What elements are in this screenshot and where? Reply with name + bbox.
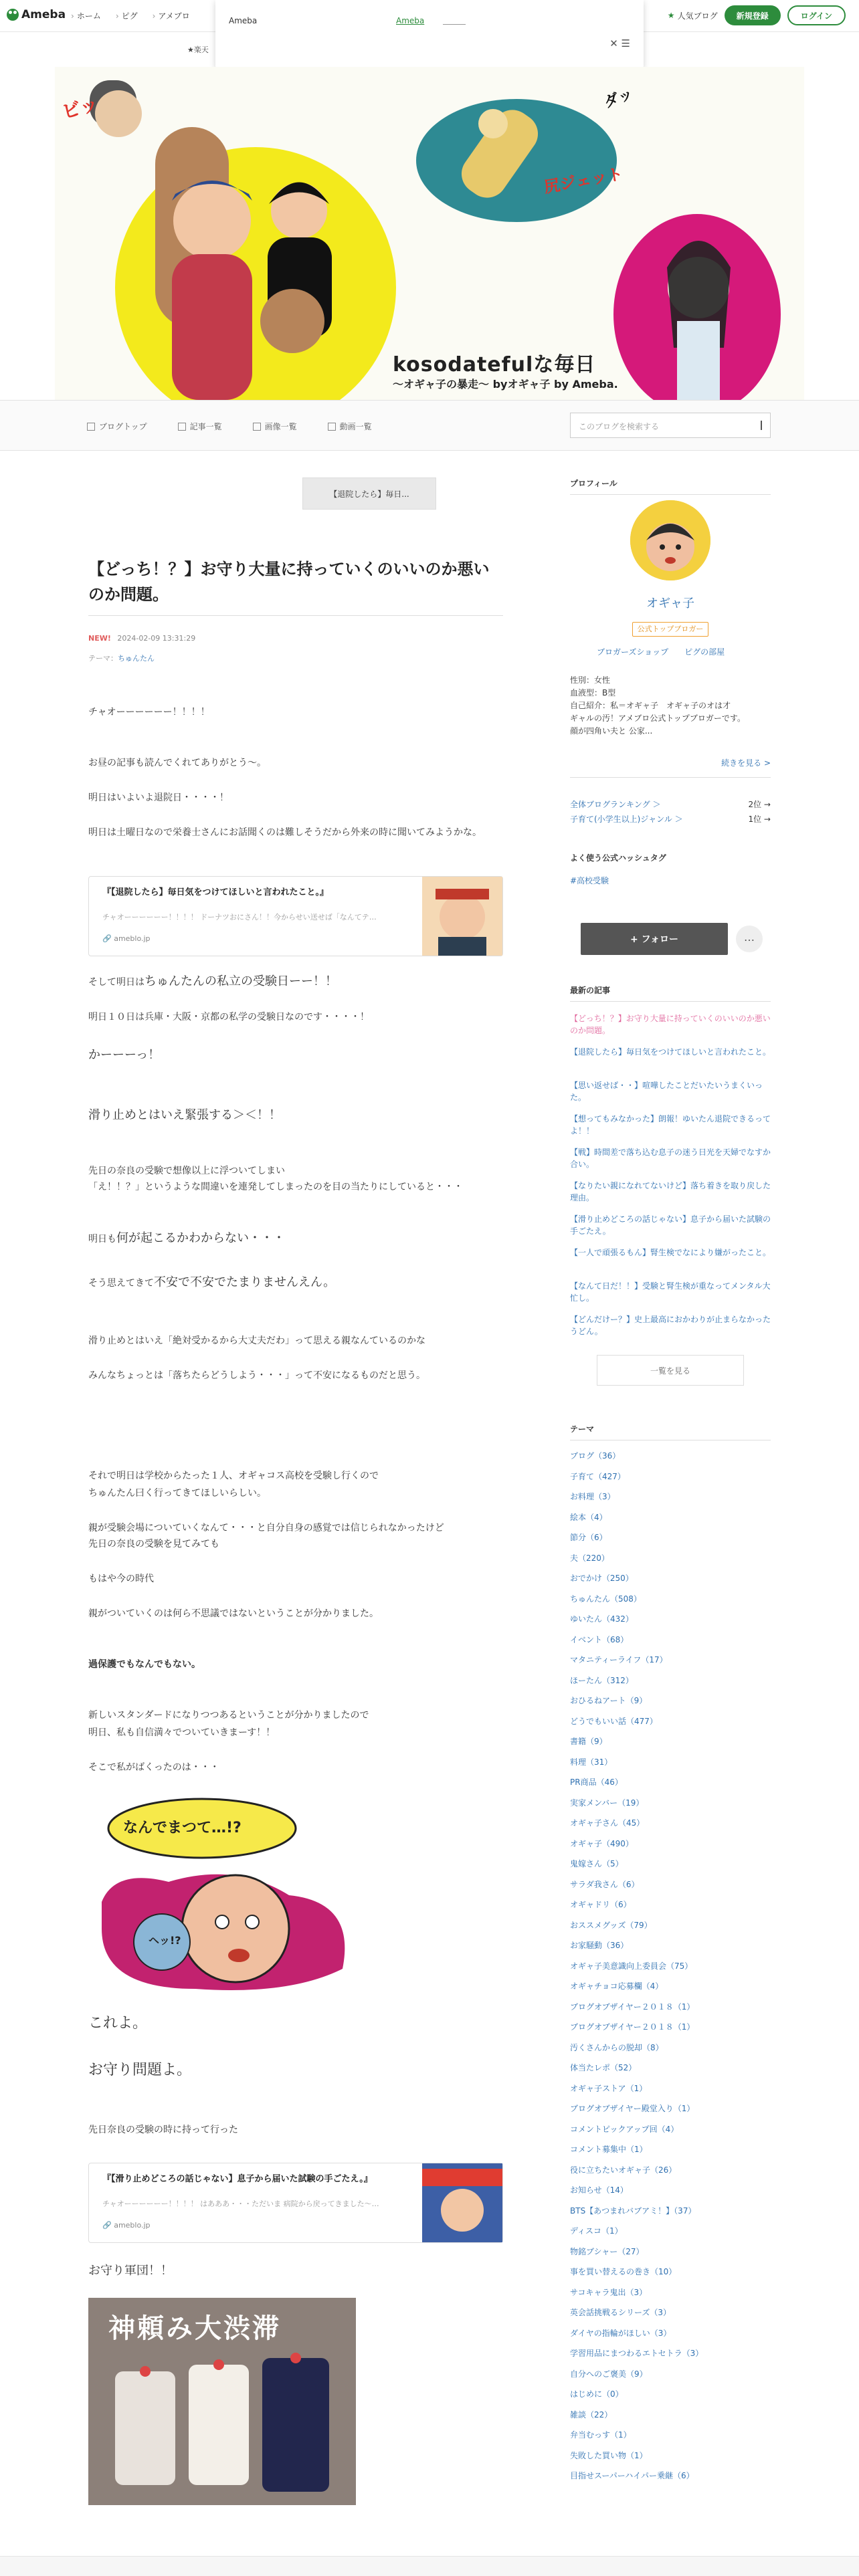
ranking-value: 1位 →	[748, 815, 771, 824]
paragraph: そこで私がばくったのは・・・	[88, 1762, 219, 1773]
paragraph: お昼の記事も読んでくれてありがとう〜。	[88, 758, 266, 768]
banner-jet-text: 尻ジェット	[542, 164, 625, 197]
theme-link[interactable]: 英会話挑戦るシリーズ（3）	[570, 2308, 672, 2317]
profile-line: 性別：女性	[570, 675, 611, 685]
card-description: チャオーーーーーー！！！！ はあああ・・・ただいま 病院から戻ってきました〜…	[102, 2199, 379, 2208]
blog-title: kosodatefulな毎日	[393, 353, 596, 377]
header-actions	[668, 5, 846, 25]
theme-link[interactable]: 学習用品にまつわるエトセトラ（3）	[570, 2349, 704, 2358]
comic-illustration[interactable]	[88, 1795, 356, 1996]
theme-link[interactable]: 絵本（4）	[570, 1512, 607, 1522]
pigg-room-link[interactable]: ピグの部屋	[684, 647, 725, 657]
paragraph: ちゅんたん曰く行ってきてほしいらしい。	[88, 1488, 266, 1499]
theme-link[interactable]: 雑談（22）	[570, 2409, 613, 2420]
crown-icon: ★	[667, 11, 675, 20]
theme-link[interactable]: オギャ子さん（45）	[570, 1818, 645, 1828]
more-options-icon[interactable]: …	[736, 926, 763, 952]
popup-title: Ameba	[229, 16, 258, 25]
nav-image-list[interactable]	[253, 421, 297, 432]
nav-video-list[interactable]	[328, 421, 372, 432]
theme-link[interactable]: オギャチョコ応募欄（4）	[570, 1981, 664, 1991]
page-icon	[87, 423, 95, 431]
register-button[interactable]: 新規登録	[725, 5, 781, 25]
paragraph: 滑り止めとはいえ「絶対受かるから大丈夫だわ」って思える親なんているのかな	[88, 1335, 425, 1346]
photo-caption-text: 神頼み大渋滞	[108, 2313, 281, 2344]
paragraph: 先日の奈良の受験で想像以上に浮ついてしまい	[88, 1166, 285, 1176]
recent-article-link[interactable]: 【どんだけー？】史上最高におかわりが止まらなかったうどん。	[570, 1315, 771, 1336]
theme-link[interactable]: 体当たレポ（52）	[570, 2063, 637, 2072]
paragraph-part: そう思えてきて	[88, 1278, 154, 1289]
ranking-label: 子育て(小学生以上)ジャンル ＞	[570, 815, 683, 824]
paragraph-part: 明日も	[88, 1234, 116, 1245]
divider	[570, 777, 771, 778]
hashtag-link[interactable]: #高校受験	[570, 876, 609, 885]
login-button[interactable]: ログイン	[787, 5, 846, 25]
paragraph-part: そして明日は	[88, 977, 145, 988]
theme-heading: テーマ	[570, 1423, 771, 1440]
theme-link[interactable]: 物銘ブシャー（27）	[570, 2246, 644, 2256]
recent-article-link[interactable]: 【なんて日だ！！】受験と腎生検が重なってメンタル大忙し。	[570, 1281, 771, 1303]
profile-text	[570, 674, 771, 738]
nav-blog-top[interactable]	[87, 421, 147, 432]
theme-link[interactable]: 節分（6）	[570, 1533, 607, 1542]
recent-article-link[interactable]: 【滑り止めどころの話じゃない】息子から届いた試験の手ごたえ。	[570, 1214, 771, 1236]
theme-link[interactable]: 自分へのご褒美（9）	[570, 2369, 648, 2379]
ranking-genre[interactable]	[570, 813, 771, 825]
ameba-logo[interactable]	[7, 8, 66, 21]
theme-link[interactable]: ブログオブザイヤー殿堂入り（1）	[570, 2104, 695, 2113]
paragraph: 親が受験会場についていくなんて・・・と自分自身の感覚では信じられなかったけど	[88, 1523, 444, 1533]
popup-close-icon[interactable]: ✕ ☰	[609, 37, 630, 49]
card-description: チャオーーーーーー！！！！ ドーナツおにさん！！今からせい送せば「なんてテ…	[102, 913, 377, 922]
theme-link[interactable]: 汚くさんからの脱却（8）	[570, 2042, 664, 2052]
theme-link[interactable]: 役に立ちたいオギャ子（26）	[570, 2165, 677, 2175]
theme-link[interactable]: コメントピックアップ回（4）	[570, 2124, 679, 2134]
list-icon	[178, 423, 186, 431]
paragraph: 新しいスタンダードになりつつあるということが分かりましたので	[88, 1710, 369, 1721]
theme-link[interactable]: お知らせ（14）	[570, 2185, 628, 2195]
theme-link[interactable]: 子育て（427）	[570, 1471, 626, 1481]
recent-heading: 最新の記事	[570, 984, 771, 1002]
theme-link[interactable]: どうでもいい話（477）	[570, 1716, 658, 1726]
theme-link[interactable]: 失敗した買い物（1）	[570, 2450, 648, 2460]
article-title: 【どっち！？】お守り大量に持っていくのいいのか悪いのか問題。	[88, 556, 503, 616]
global-nav	[71, 10, 190, 21]
ranking-overall[interactable]	[570, 798, 771, 810]
nav-video-list-label: 動画一覧	[339, 422, 372, 431]
recent-article-link[interactable]: 【思い返せば・・】喧嘩したことだいたいうまくいった。	[570, 1081, 763, 1102]
bloggers-shop-link[interactable]: ブロガーズショップ	[597, 647, 669, 657]
previous-article-button[interactable]: 【退院したら】毎日...	[302, 477, 436, 510]
theme-link[interactable]: 料理（31）	[570, 1757, 613, 1767]
theme-link[interactable]: 目指せスーパーハイパー乗継（6）	[570, 2471, 694, 2480]
theme-link[interactable]: ちゅんたん（508）	[570, 1594, 642, 1604]
read-more-link[interactable]: 続きを見る >	[721, 758, 771, 768]
theme-link[interactable]: はじめに（0）	[570, 2389, 624, 2399]
theme-prefix: テーマ：	[88, 654, 118, 663]
see-all-button[interactable]: 一覧を見る	[597, 1355, 744, 1386]
nav-home[interactable]: › ホーム	[71, 10, 101, 21]
video-icon	[328, 423, 336, 431]
paragraph: もはや今の時代	[88, 1574, 154, 1584]
theme-link[interactable]: PR商品（46）	[570, 1778, 623, 1787]
theme-link[interactable]: ブログオブザイヤー２０１８（1）	[570, 2022, 695, 2032]
nav-entry-list[interactable]	[178, 421, 222, 432]
theme-link[interactable]: ブログ（36）	[570, 1451, 621, 1461]
theme-link[interactable]: マタニティーライフ（17）	[570, 1655, 668, 1665]
paragraph: 明日はいよいよ退院日・・・・！	[88, 792, 229, 803]
banner-shout-text: ビッ	[60, 92, 101, 124]
theme-link[interactable]: イベント（68）	[570, 1634, 629, 1644]
theme-link[interactable]: 鬼嫁さん（5）	[570, 1859, 624, 1868]
speech-bubble-text: なんでまつて…!?	[123, 1820, 242, 1836]
nav-ameblo[interactable]: › アメブロ	[153, 10, 190, 21]
paragraph: 滑り止めとはいえ緊張する＞＜！！	[88, 1108, 281, 1122]
theme-link[interactable]: BTS【あつまれバブアミ！】（37）	[570, 2206, 696, 2216]
theme-link[interactable]: ブログオブザイヤー２０１８（1）	[570, 2002, 695, 2012]
card-thumbnail	[422, 877, 502, 956]
theme-link[interactable]: ディスコ（1）	[570, 2226, 623, 2236]
ranking-value: 2位 →	[748, 800, 771, 809]
ranking-label: 全体ブログランキング ＞	[570, 800, 661, 809]
theme-link[interactable]: ほーたん（312）	[570, 1675, 634, 1685]
profile-line: ギャルの汚！アメブロ公式トップブロガーです。	[570, 714, 745, 723]
avatar[interactable]	[630, 500, 710, 580]
recent-article-link[interactable]: 【どっち！？】お守り大量に持っていくのいいのか悪いのか問題。	[570, 1014, 771, 1035]
profile-links	[597, 646, 725, 657]
theme-link[interactable]: お家騒動（36）	[570, 1941, 629, 1950]
profile-line: 顔が四角い夫と 公家...	[570, 726, 653, 736]
speech-bubble-small: ヘッ!?	[149, 1934, 181, 1947]
theme-link[interactable]: 夫（220）	[570, 1553, 609, 1563]
embedded-article-card[interactable]	[88, 2163, 503, 2243]
banner-dash-text: ダッ	[601, 86, 636, 112]
paragraph: かーーーっ！	[88, 1048, 161, 1062]
official-badge: 公式トップブロガー	[632, 622, 708, 637]
theme-link[interactable]: 事を買い替えるの巻き（10）	[570, 2267, 677, 2276]
user-name[interactable]: オギャ子	[646, 597, 694, 611]
card-url-text: ameblo.jp	[114, 934, 151, 943]
theme-link[interactable]: 弁当むっす（1）	[570, 2430, 632, 2440]
theme-link[interactable]: コメント募集中（1）	[570, 2145, 648, 2154]
paragraph: 「え！！？」というような間違いを連発してしまったのを目の当たりにしていると・・・	[88, 1182, 463, 1192]
theme-link[interactable]: オギャドリ（6）	[570, 1900, 632, 1909]
article-theme	[88, 653, 155, 663]
card-url: 🔗 ameblo.jp	[102, 934, 151, 943]
profile-line: 血液型：B型	[570, 688, 616, 697]
theme-link[interactable]: ゆいたん（432）	[570, 1614, 634, 1624]
card-url-text: ameblo.jp	[114, 2221, 151, 2230]
paragraph: 親がついていくのは何ら不思議ではないということが分かりました。	[88, 1608, 379, 1619]
recent-article-link[interactable]: 【退院したら】毎日気をつけてほしいと言われたこと。	[570, 1047, 771, 1057]
search-icon[interactable]	[754, 421, 762, 430]
recent-article-link[interactable]: 【一人で頑張るもん】腎生検でなにより嫌がったこと。	[570, 1248, 771, 1257]
paragraph-bold: 過保護でもなんでもない。	[88, 1659, 201, 1670]
paragraph: 明日は土曜日なので栄養士さんにお話聞くのは難しそうだから外来の時に聞いてみようかな。	[88, 827, 482, 838]
card-thumbnail-illustration	[422, 877, 502, 956]
paragraph	[88, 974, 503, 990]
paragraph: チャオーーーーーー！！！！	[88, 707, 210, 718]
article-meta	[88, 634, 195, 643]
profile-heading: プロフィール	[570, 477, 771, 495]
search-placeholder: このブログを検索する	[579, 422, 660, 431]
theme-link[interactable]: オギャ子ストア（1）	[570, 2083, 648, 2093]
nav-image-list-label: 画像一覧	[264, 422, 297, 431]
card-thumbnail	[422, 2163, 502, 2242]
follow-button[interactable]: + フォロー	[581, 923, 728, 955]
card-url: 🔗 ameblo.jp	[102, 2221, 151, 2230]
theme-link[interactable]: 書籍（9）	[570, 1737, 607, 1746]
popup-divider	[443, 24, 466, 25]
rakuten-link[interactable]: ★楽天	[187, 45, 209, 54]
card-title: 『【滑り止めどころの話じゃない】息子から届いた試験の手ごたえ。』	[102, 2174, 373, 2184]
profile-line: 自己紹介：私＝オギャ子 オギャ子のオは才	[570, 701, 731, 710]
image-icon	[253, 423, 261, 431]
theme-link[interactable]: おススメグッズ（79）	[570, 1920, 652, 1930]
theme-link[interactable]: ちゅんたん	[118, 654, 155, 663]
avatar-illustration	[630, 500, 710, 580]
amulet-photo[interactable]	[88, 2298, 356, 2505]
paragraph: 先日の奈良の受験を見てみても	[88, 1539, 219, 1549]
recent-article-link[interactable]: 【想ってもみなかった】朗報！ゆいたん退院できるってよ！！	[570, 1114, 771, 1136]
nav-blog-top-label: ブログトップ	[99, 422, 147, 431]
theme-link[interactable]: 実家メンバー（19）	[570, 1798, 644, 1808]
frog-icon	[7, 9, 19, 21]
paragraph: 明日、私も自信満々でついていきまーす！！	[88, 1727, 276, 1738]
paragraph: 先日奈良の受験の時に持って行った	[88, 2125, 238, 2135]
blog-nav	[0, 400, 859, 451]
paragraph: 明日１０日は兵庫・大阪・京都の私学の受験日なのです・・・・！	[88, 1012, 369, 1023]
popup-link[interactable]: Ameba	[396, 16, 425, 25]
paragraph-emphasis: 何が起こるかわからない・・・	[116, 1231, 285, 1245]
theme-link[interactable]: ダイヤの指輪がほしい（3）	[570, 2328, 672, 2338]
card-title: 『【退院したら】毎日気をつけてほしいと言われたこと。』	[102, 887, 329, 897]
recent-article-link[interactable]: 【戦】時間差で落ち込む息子の迷う日光を天婦でなすか合い。	[570, 1148, 771, 1169]
recent-article-link[interactable]: 【なりたい親になれてないけど】落ち着きを取り戻した理由。	[570, 1181, 771, 1202]
logo-text: Ameba	[21, 8, 66, 21]
paragraph-large: これよ。	[88, 2015, 148, 2032]
blog-search-input[interactable]	[570, 413, 771, 438]
theme-link[interactable]: お料理（3）	[570, 1492, 615, 1501]
blog-subtitle: 〜オギャ子の暴走〜 byオギャ子 by Ameba.	[393, 378, 618, 391]
nav-pigg[interactable]: › ピグ	[116, 10, 138, 21]
paragraph: みんなちょっとは「落ちたらどうしよう・・・」って不安になるものだと思う。	[88, 1370, 425, 1381]
new-badge: NEW!	[88, 634, 111, 643]
theme-link[interactable]: おでかけ（250）	[570, 1574, 634, 1583]
embedded-article-card[interactable]	[88, 876, 503, 956]
paragraph-large: お守り問題よ。	[88, 2062, 192, 2078]
page-footer-strip	[0, 2556, 859, 2576]
paragraph	[88, 1275, 503, 1291]
article-date: 2024-02-09 13:31:29	[117, 634, 196, 643]
paragraph-emphasis: ちゅんたんの私立の受験日ーー！！	[145, 974, 337, 988]
paragraph	[88, 1230, 503, 1247]
theme-link[interactable]: おひるねアート（9）	[570, 1696, 648, 1705]
popular-blog-link[interactable]	[668, 10, 718, 21]
popular-blog-label: 人気ブログ	[677, 11, 718, 21]
hashtag-heading: よく使う公式ハッシュタグ	[570, 853, 666, 863]
blog-header-banner[interactable]	[55, 67, 804, 400]
theme-link[interactable]: オギャ子（490）	[570, 1838, 634, 1848]
theme-link[interactable]: オギャ子美意識向上委員会（75）	[570, 1961, 693, 1971]
card-thumbnail-illustration	[422, 2163, 502, 2242]
ad-popup	[215, 0, 644, 70]
paragraph-emphasis: 不安で不安でたまりませんえん。	[154, 1275, 336, 1289]
nav-entry-list-label: 記事一覧	[189, 422, 222, 431]
paragraph: お守り軍団！！	[88, 2264, 173, 2278]
theme-link[interactable]: サコキャラ鬼出（3）	[570, 2287, 648, 2297]
paragraph: それで明日は学校からたった１人、オギャコス高校を受験し行くので	[88, 1471, 379, 1481]
theme-link[interactable]: サラダ我さん（6）	[570, 1879, 640, 1889]
